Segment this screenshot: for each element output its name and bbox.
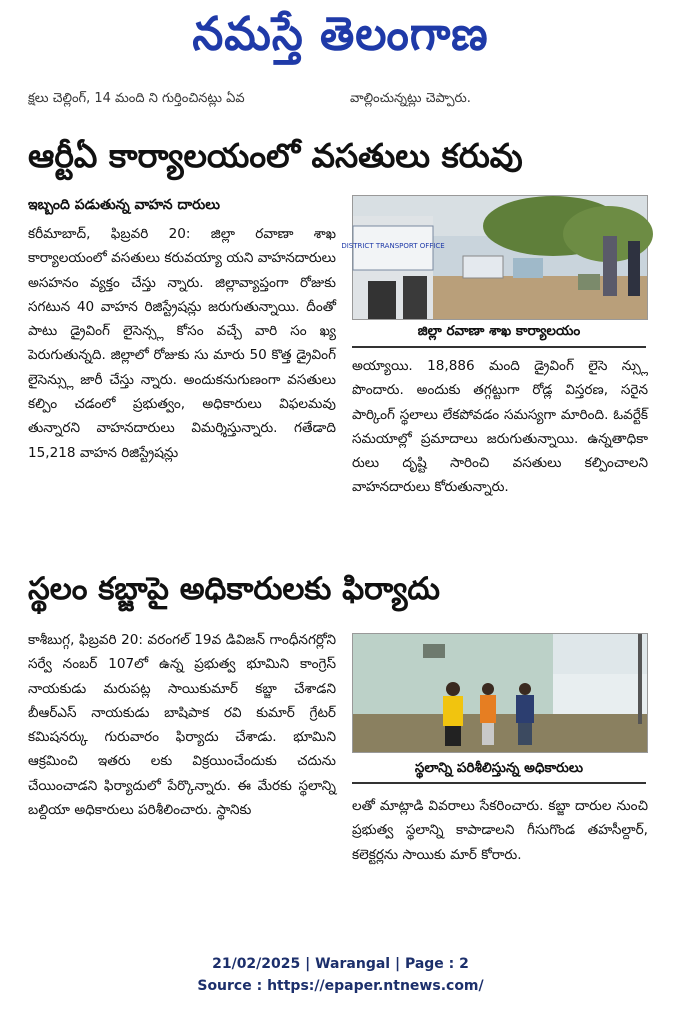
article2-column-left	[28, 628, 336, 916]
edition-info: 21/02/2025 | Warangal | Page : 2	[212, 956, 469, 972]
article1-body-right: అయ్యాయి. 18,886 మంది డ్రైవింగ్ లైసె న్స్లు పొందారు. అందుకు తగ్గట్టుగా రోడ్ల విస్తరణ, సరైన పార్కింగ్ స్థలాలు లేకపోవడం సమస్యగా మారింది. ఓవర్టేక్ సమయాల్లో ప్రమాదాలు జరుగుతున్నాయి. ఉన్నతాధికా రులు దృష్టి సారించి వసతులు కల్పించాలని వాహనదారులు కోరుతున్నారు.	[352, 358, 648, 496]
article1-column-right	[352, 354, 648, 552]
transport-office-photo	[341, 196, 647, 319]
article1-column-left	[28, 222, 336, 552]
previous-article-fragment-right: వాల్లించున్నట్లు చెప్పారు.	[350, 91, 471, 106]
article1-photo	[341, 195, 648, 320]
article2-photo-caption: స్థలాన్ని పరిశీలిస్తున్న అధికారులు	[414, 760, 584, 776]
masthead	[0, 0, 681, 80]
newspaper-title: నమస్తే తెలంగాణ	[192, 7, 489, 61]
previous-article-fragment-left: క్షలు చెల్లింగ్, 14 మంది ని గుర్తించినట్లు ఏవ	[28, 91, 245, 106]
caption-underline	[352, 346, 646, 348]
source-link[interactable]: Source : https://epaper.ntnews.com/	[197, 978, 484, 994]
article2-column-right	[352, 794, 648, 918]
article1-body-left: కరీమాబాద్, ఫిబ్రవరి 20: జిల్లా రవాణా శాఖ కార్యాలయంలో వసతులు కరువయ్యా యని వాహనదారులు అసహనం వ్యక్తం చేస్తు న్నారు. జిల్లావ్యాప్తంగా రోజుకు సగటున 40 వాహన రిజిస్ట్రేషన్లు జరుగుతున్నాయి. దీంతో పాటు డ్రైవింగ్ లైసెన్స్ల కోసం వచ్చే వారి సం ఖ్య పెరుగుతున్నది. జిల్లాలో రోజుకు సు మారు 50 కొత్త డ్రైవింగ్ లైసెన్స్లు జారీ చేస్తు న్నారు. అందుకనుగుణంగా వసతులు కల్పిం చడంలో ప్రభుత్వం, అధికారులు విఫలమవు తున్నారని వాహనదారులు విమర్శిస్తున్నారు. గతేడాది 15,218 వాహన రిజిస్ట్రేషన్లు	[28, 226, 336, 461]
office-sign-text: DISTRICT TRANSPORT OFFICE	[341, 242, 445, 250]
article2-photo	[352, 633, 648, 753]
article1-subheading: ఇబ్బంది పడుతున్న వాహన దారులు	[28, 197, 220, 213]
article1-photo-caption: జిల్లా రవాణా శాఖ కార్యాలయం	[417, 323, 581, 339]
article2-body-right: లతో మాట్లాడి వివరాలు సేకరించారు. కబ్జా దారుల నుంచి ప్రభుత్వ స్థలాన్ని కాపాడాలని గీసుగొండ తహసీల్దార్, కలెక్టర్లను సాయికు మార్ కోరారు.	[352, 798, 648, 863]
article2-headline: స్థలం కబ్జాపై అధికారులకు ఫిర్యాదు	[28, 571, 441, 607]
article2-body-left: కాశీబుగ్గ, ఫిబ్రవరి 20: వరంగల్ 19వ డివిజన్ గాంధీనగర్లోని సర్వే నంబర్ 107లో ఉన్న ప్రభుత్వ భూమిని కాంగ్రెస్ నాయకుడు మరుపట్ల సాయికుమార్ కబ్జా చేశాడని బీఆర్ఎస్ నాయకుడు బాషిపాక రవి కుమార్ గ్రేటర్ కమిషనర్కు గురువారం ఫిర్యాదు చేశాడు. భూమిని ఆక్రమించి ఇతరు లకు విక్రయించేందుకు చదును చేయించాడని ఫిర్యాదులో పేర్కొన్నారు. ఈ మేరకు స్థలాన్ని బల్దియా అధికారులు పరిశీలించారు. స్థానికు	[28, 632, 336, 819]
officials-inspection-photo	[353, 634, 647, 752]
article1-headline: ఆర్టీఏ కార్యాలయంలో వసతులు కరువు	[28, 136, 523, 175]
caption-underline	[352, 782, 646, 784]
